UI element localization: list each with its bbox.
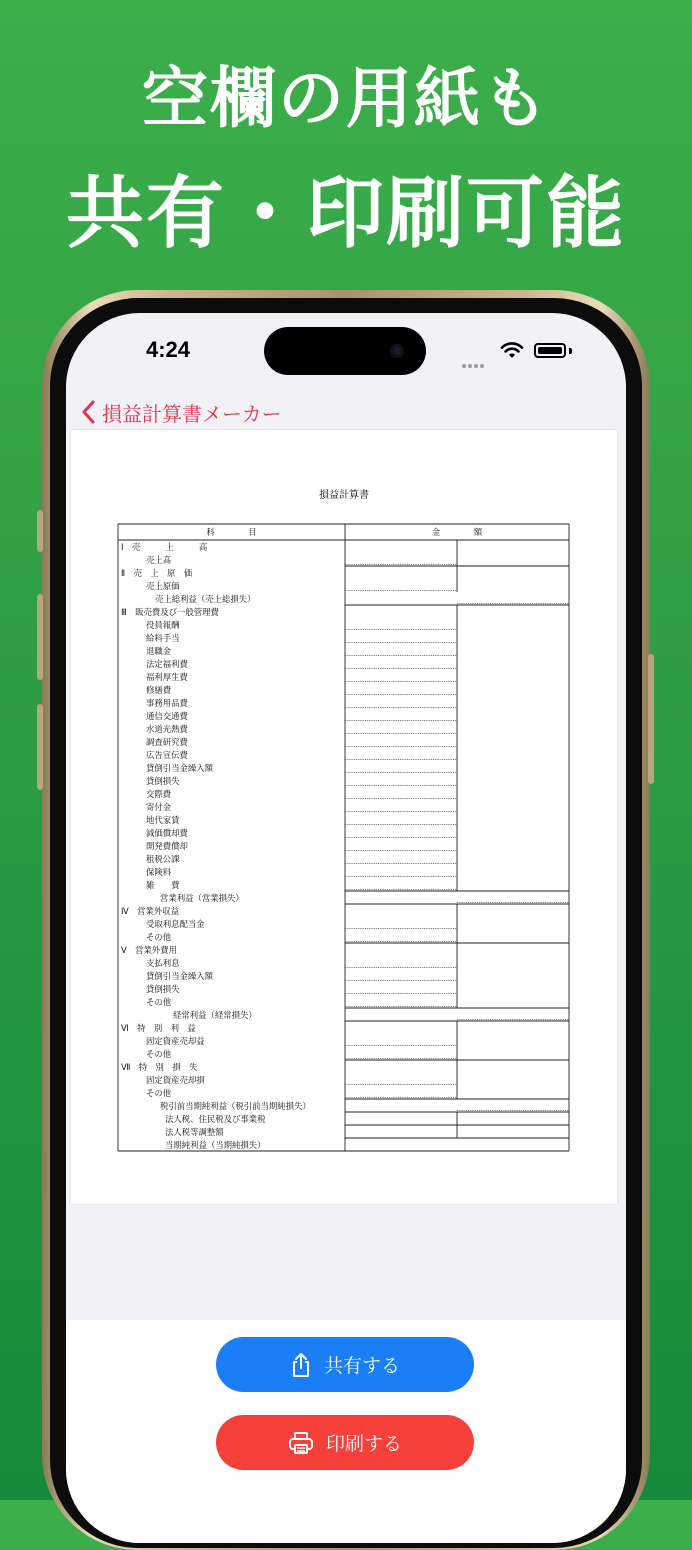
table-row-label: 貸倒引当金繰入額 [146,971,213,981]
table-header-amount: 金 額 [431,527,483,537]
headline-line1: 空欄の用紙も [142,60,550,137]
share-button-label: 共有する [323,1355,400,1377]
table-row-label: 売上原価 [146,581,180,591]
table-row-label: 広告宣伝費 [146,750,188,760]
cellular-signal-icon [462,353,486,372]
battery-tip [569,348,572,354]
status-bar [66,313,626,393]
volume-down-button [37,704,43,790]
table-row-label: 交際費 [146,789,172,799]
table-row-label: その他 [146,1088,172,1098]
table-row-label: 法定福利費 [146,659,188,669]
back-button-label: 損益計算書メーカー [102,401,282,426]
volume-up-button [37,594,43,680]
table-row-label: 調査研究費 [146,737,188,747]
print-button-label: 印刷する [325,1433,402,1455]
dynamic-island [264,327,426,375]
table-row-label: 法人税、住民税及び事業税 [165,1114,266,1124]
table-row-label: その他 [146,1049,172,1059]
table-row-label: 福利厚生費 [146,672,188,682]
status-time: 4:24 [146,337,191,362]
table-row-label: その他 [146,997,172,1007]
table-row-label: 事務用品費 [146,698,188,708]
table-row-label: 経常利益（経常損失） [173,1010,257,1020]
table-row-label: 法人税等調整額 [165,1127,224,1137]
document-title: 損益計算書 [319,490,369,501]
table-row-label: 受取利息配当金 [146,919,205,929]
table-row-label: 地代家賃 [146,815,180,825]
printer-icon [288,1431,314,1455]
table-row-label: Ⅰ 売 上 高 [121,542,208,552]
table-row-label: 固定資産売却益 [146,1036,205,1046]
document-preview [71,430,617,1204]
table-row-label: 固定資産売却損 [146,1075,205,1085]
mute-switch [37,510,43,552]
camera-icon [390,344,404,358]
table-row-label: 租税公課 [146,854,180,864]
table-header-label: 科 目 [206,527,257,537]
navigation-bar [66,393,626,431]
table-row-label: Ⅱ 売 上 原 価 [121,568,193,578]
table-row-label: 売上総利益（売上総損失） [155,594,256,604]
table-row-label: その他 [146,932,172,942]
table-row-label: 雑 費 [146,880,180,890]
table-row-label: 通信交通費 [146,711,188,721]
headline-line2: 共有・印刷可能 [65,169,626,259]
chevron-left-icon [82,400,96,424]
table-row-label: 修繕費 [146,685,172,695]
wifi-icon [500,341,524,359]
table-row-label: 税引前当期純利益（税引前当期純損失） [160,1101,311,1111]
table-row-label: 水道光熱費 [146,724,188,734]
table-row-label: Ⅵ 特 別 利 益 [121,1023,196,1033]
table-row-label: 役員報酬 [146,620,180,630]
table-row-label: 開発費償却 [146,841,188,851]
table-row-label: 営業利益（営業損失） [160,893,244,903]
share-icon [290,1352,312,1378]
table-row-label: 寄付金 [146,802,172,812]
power-button [648,654,654,784]
back-button[interactable] [82,395,282,429]
phone-screen [66,313,626,1543]
table-row-label: Ⅶ 特 別 損 失 [121,1062,198,1072]
table-row-label: 売上高 [146,555,172,565]
table-row-label: 支払利息 [146,958,180,968]
battery-icon [534,343,566,358]
table-row-label: 貸倒損失 [146,776,180,786]
print-button[interactable] [216,1415,474,1470]
table-row-label: Ⅳ 営業外収益 [121,906,179,916]
table-row-label: 当期純利益（当期純損失） [165,1140,266,1150]
table-row-label: 退職金 [146,646,172,656]
table-row-label: 貸倒損失 [146,984,180,994]
table-row-label: 貸倒引当金繰入額 [146,763,213,773]
table-row-label: 減価償却費 [146,828,188,838]
table-row-label: Ⅲ 販売費及び一般管理費 [121,607,219,617]
table-row-label: Ⅴ 営業外費用 [121,945,177,955]
table-row-label: 保険料 [146,867,172,877]
share-button[interactable] [216,1337,474,1392]
income-statement-table [71,430,617,1204]
table-row-label: 給料手当 [146,633,180,643]
